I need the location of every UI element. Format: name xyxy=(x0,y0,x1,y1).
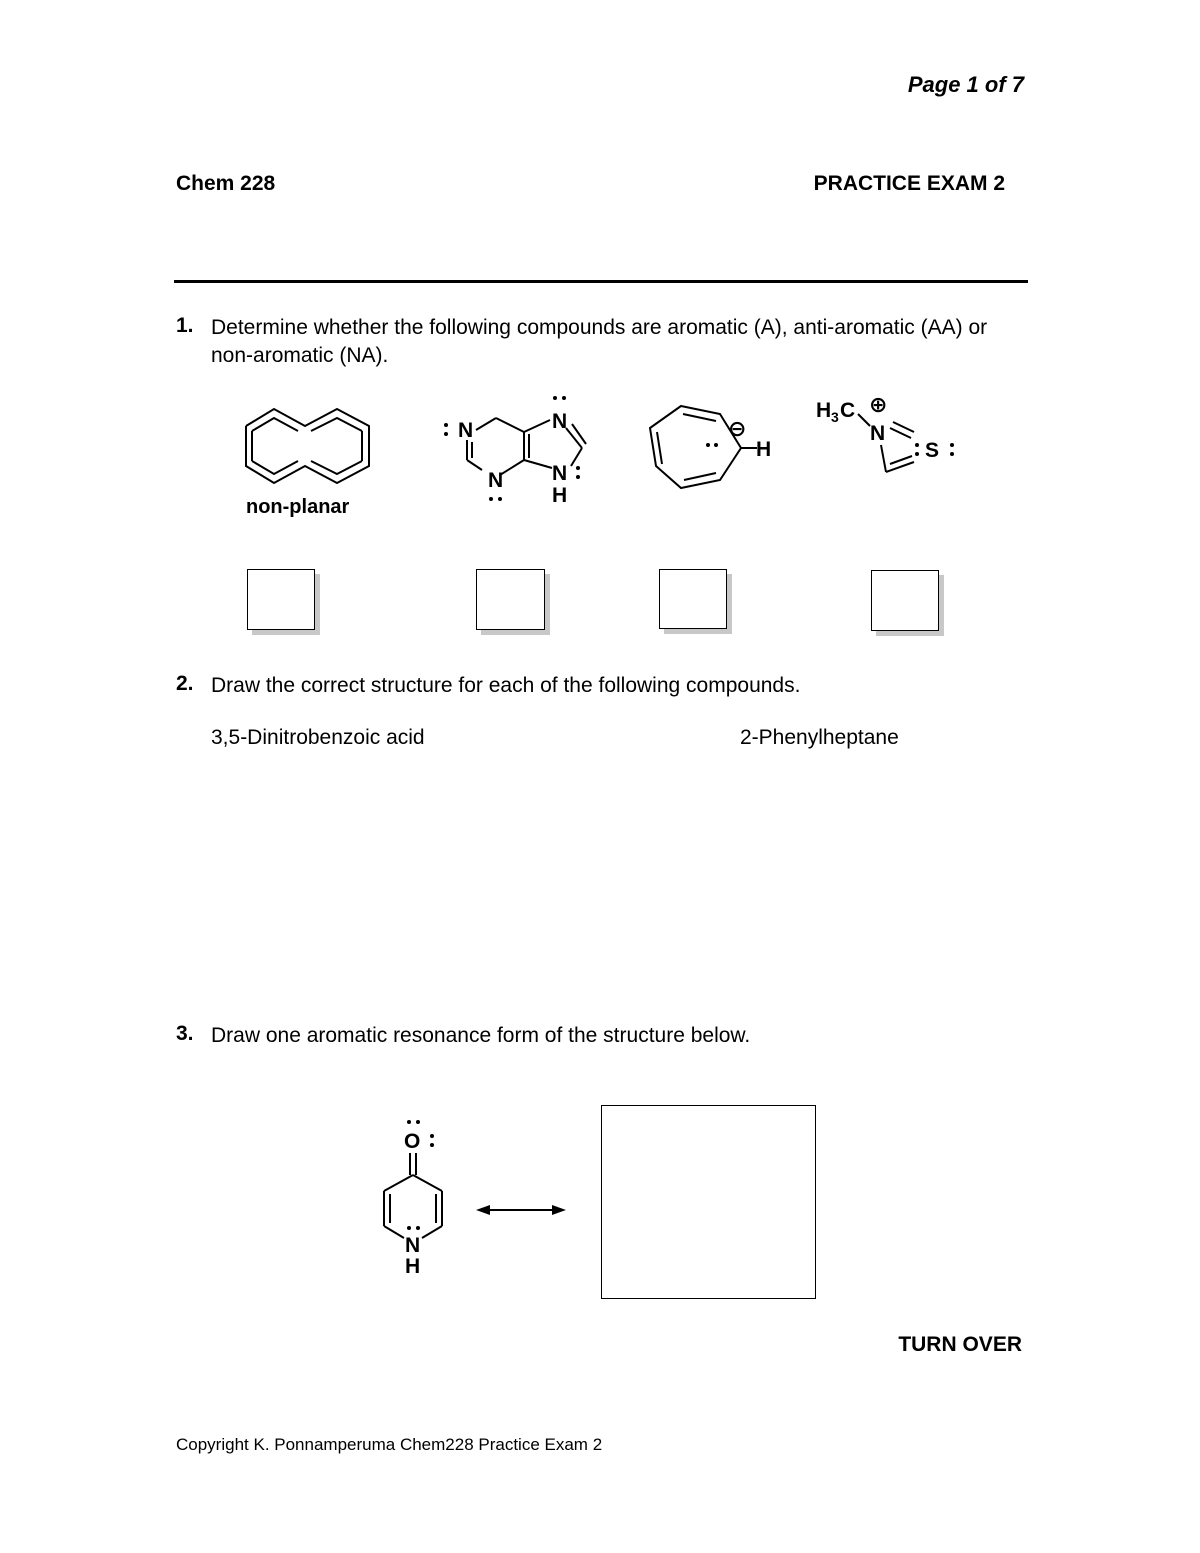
question-2-text: Draw the correct structure for each of the following compounds. xyxy=(211,674,801,697)
purine-h-label: H xyxy=(552,484,568,507)
arrow-head-left xyxy=(476,1205,490,1215)
non-planar-note: non-planar xyxy=(246,496,350,518)
pyridone-o-label: O xyxy=(404,1130,421,1153)
methyl-h-label: H xyxy=(816,399,832,422)
compound-name-dinitrobenzoic: 3,5-Dinitrobenzoic acid xyxy=(211,726,425,749)
purine-n9-label: N xyxy=(552,462,568,485)
carbanion-lone-pair xyxy=(706,443,718,447)
copyright-footer: Copyright K. Ponnamperuma Chem228 Practice Exam 2 xyxy=(176,1435,603,1454)
pyridone-n-label: N xyxy=(405,1234,421,1257)
course-title: Chem 228 xyxy=(176,172,276,195)
question-1-number: 1. xyxy=(176,314,194,337)
purine-n1-label: N xyxy=(458,419,474,442)
answer-box-4[interactable] xyxy=(871,570,939,631)
answer-box-1[interactable] xyxy=(247,569,315,630)
purine-n7-label: N xyxy=(552,410,568,433)
cyclohept-h-label: H xyxy=(756,438,772,461)
purine-structure xyxy=(467,418,586,475)
thiazolium-structure xyxy=(858,414,914,472)
page-number: Page 1 of 7 xyxy=(907,72,1024,97)
plus-charge-icon: ⊕ xyxy=(869,392,888,417)
compound-name-phenylheptane: 2-Phenylheptane xyxy=(740,726,899,749)
question-2-number: 2. xyxy=(176,672,194,695)
answer-box-3[interactable] xyxy=(659,569,727,629)
question-1-text: Determine whether the following compounds are aromatic (A), anti-aromatic (AA) or non-aromatic (NA). xyxy=(211,316,988,367)
question-3-number: 3. xyxy=(176,1022,194,1045)
minus-charge-icon: ⊖ xyxy=(728,416,747,441)
question-3-text: Draw one aromatic resonance form of the structure below. xyxy=(211,1024,751,1047)
methyl-subscript: 3 xyxy=(831,409,839,425)
annulene-structure xyxy=(246,409,369,483)
thiazolium-s-label: S xyxy=(925,439,940,462)
pyridone-structure xyxy=(384,1153,442,1238)
thiazolium-n-label: N xyxy=(870,422,886,445)
resonance-answer-box[interactable] xyxy=(601,1105,816,1299)
pyridone-h-label: H xyxy=(405,1255,421,1278)
answer-box-2[interactable] xyxy=(476,569,545,630)
exam-title: PRACTICE EXAM 2 xyxy=(813,172,1005,195)
methyl-c-label: C xyxy=(840,399,856,422)
purine-n3-label: N xyxy=(488,469,504,492)
turn-over-label: TURN OVER xyxy=(898,1333,1022,1356)
arrow-head-right xyxy=(552,1205,566,1215)
